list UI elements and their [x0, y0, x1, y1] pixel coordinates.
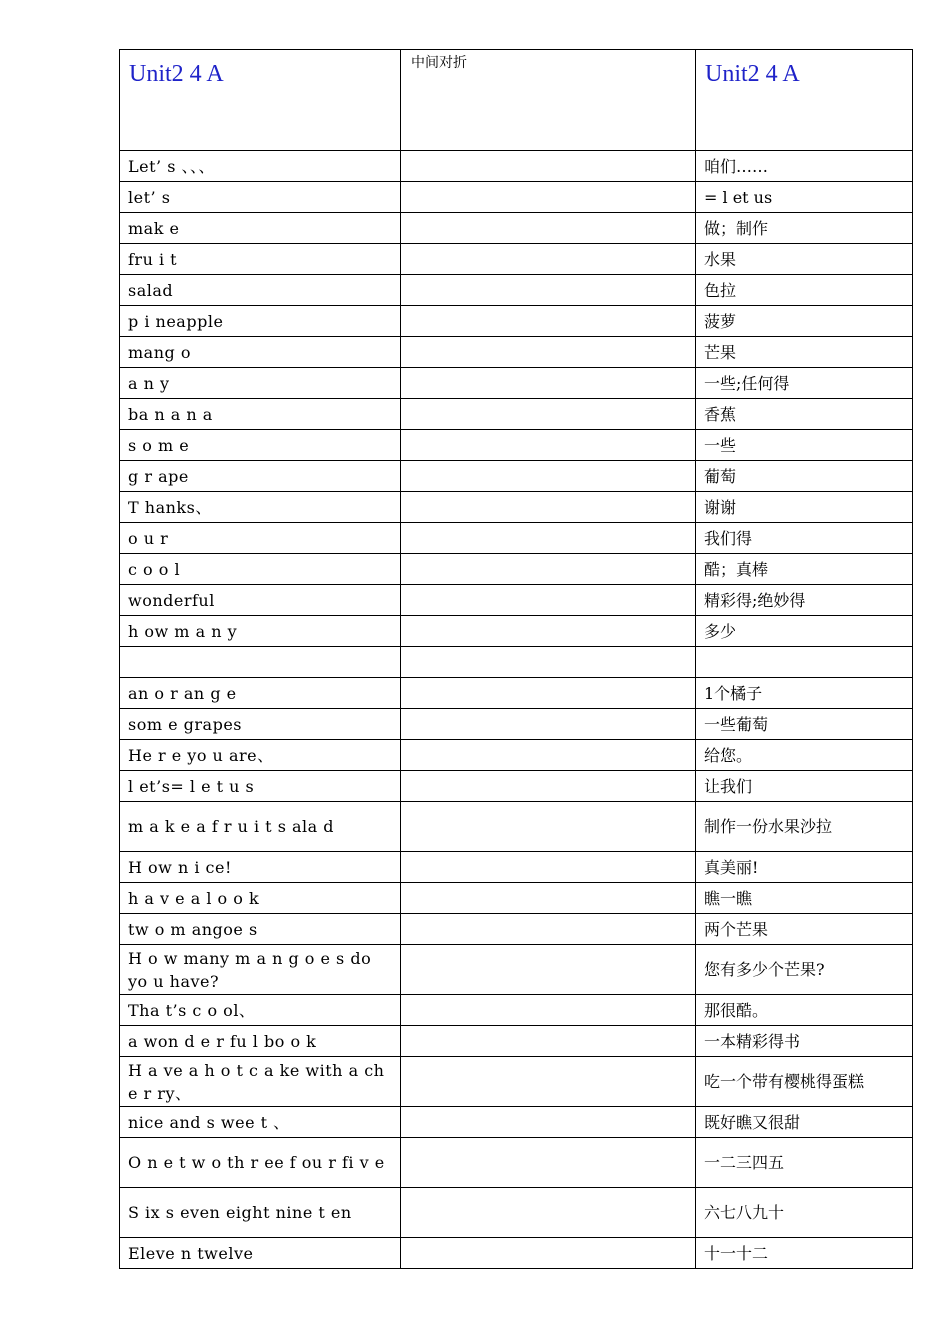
chinese-meaning: 色拉 — [696, 275, 913, 306]
table-row — [120, 1238, 913, 1269]
fold-column-cell — [401, 523, 696, 554]
fold-column-cell — [401, 244, 696, 275]
chinese-meaning: 让我们 — [696, 771, 913, 802]
chinese-meaning: = l et us — [696, 182, 913, 213]
fold-column-cell — [401, 709, 696, 740]
english-word: c o o l — [120, 554, 401, 585]
chinese-meaning: 酷；真棒 — [696, 554, 913, 585]
table-row — [120, 554, 913, 585]
chinese-meaning: 一二三四五 — [696, 1138, 913, 1188]
table-row — [120, 151, 913, 182]
chinese-meaning: 您有多少个芒果? — [696, 945, 913, 995]
table-row — [120, 337, 913, 368]
english-word: He r e yo u are、 — [120, 740, 401, 771]
fold-column-cell — [401, 275, 696, 306]
chinese-meaning: 精彩得;绝妙得 — [696, 585, 913, 616]
chinese-meaning: 吃一个带有樱桃得蛋糕 — [696, 1057, 913, 1107]
fold-label: 中间对折 — [411, 55, 467, 71]
table-row — [120, 244, 913, 275]
chinese-meaning: 两个芒果 — [696, 914, 913, 945]
chinese-meaning: 一些;任何得 — [696, 368, 913, 399]
fold-column-cell — [401, 182, 696, 213]
fold-column-cell — [401, 802, 696, 852]
table-row — [120, 678, 913, 709]
header-left-cell — [120, 50, 401, 151]
table-row — [120, 213, 913, 244]
chinese-meaning: 菠萝 — [696, 306, 913, 337]
chinese-meaning: 给您。 — [696, 740, 913, 771]
fold-column-cell — [401, 337, 696, 368]
english-word: S ix s even eight nine t en — [120, 1188, 401, 1238]
english-word: H a ve a h o t c a ke with a ch e r ry、 — [120, 1057, 401, 1107]
fold-column-cell — [401, 740, 696, 771]
fold-column-cell — [401, 771, 696, 802]
english-word: l et’s= l e t u s — [120, 771, 401, 802]
table-row — [120, 182, 913, 213]
chinese-meaning: 香蕉 — [696, 399, 913, 430]
fold-column-cell — [401, 883, 696, 914]
table-row — [120, 461, 913, 492]
chinese-meaning: 六七八九十 — [696, 1188, 913, 1238]
table-row — [120, 399, 913, 430]
right-title: Unit2 4 A — [705, 61, 800, 87]
english-word: g r ape — [120, 461, 401, 492]
table-row — [120, 1138, 913, 1188]
chinese-meaning: 做；制作 — [696, 213, 913, 244]
english-word: som e grapes — [120, 709, 401, 740]
table-row — [120, 771, 913, 802]
english-word: H o w many m a n g o e s do yo u have? — [120, 945, 401, 995]
table-row — [120, 1107, 913, 1138]
chinese-meaning: 谢谢 — [696, 492, 913, 523]
chinese-meaning: 1个橘子 — [696, 678, 913, 709]
english-word: let’ s — [120, 182, 401, 213]
table-row — [120, 883, 913, 914]
fold-column-cell — [401, 852, 696, 883]
chinese-meaning: 一些 — [696, 430, 913, 461]
english-word: fru i t — [120, 244, 401, 275]
chinese-meaning: 制作一份水果沙拉 — [696, 802, 913, 852]
english-word: T hanks、 — [120, 492, 401, 523]
english-word: H ow n i ce! — [120, 852, 401, 883]
fold-column-cell — [401, 1188, 696, 1238]
chinese-meaning: 一些葡萄 — [696, 709, 913, 740]
english-word: h ow m a n y — [120, 616, 401, 647]
fold-column-cell — [401, 1107, 696, 1138]
english-word: Eleve n twelve — [120, 1238, 401, 1269]
table-row — [120, 430, 913, 461]
table-row — [120, 368, 913, 399]
fold-column-cell — [401, 678, 696, 709]
table-row — [120, 995, 913, 1026]
fold-column-cell — [401, 151, 696, 182]
fold-column-cell — [401, 1026, 696, 1057]
table-row — [120, 523, 913, 554]
fold-column-cell — [401, 995, 696, 1026]
english-word: p i neapple — [120, 306, 401, 337]
chinese-meaning: 芒果 — [696, 337, 913, 368]
chinese-meaning: 十一十二 — [696, 1238, 913, 1269]
fold-column-cell — [401, 945, 696, 995]
english-word: nice and s wee t 、 — [120, 1107, 401, 1138]
english-word: a won d e r fu l bo o k — [120, 1026, 401, 1057]
table-row — [120, 616, 913, 647]
english-word: wonderful — [120, 585, 401, 616]
english-word: m a k e a f r u i t s ala d — [120, 802, 401, 852]
table-row — [120, 852, 913, 883]
table-row — [120, 1026, 913, 1057]
chinese-meaning: 瞧一瞧 — [696, 883, 913, 914]
english-word: O n e t w o th r ee f ou r fi v e — [120, 1138, 401, 1188]
english-word: tw o m angoe s — [120, 914, 401, 945]
header-middle-cell — [401, 50, 696, 151]
fold-column-cell — [401, 1238, 696, 1269]
fold-column-cell — [401, 1138, 696, 1188]
fold-column-cell — [401, 306, 696, 337]
vocab-table — [119, 49, 913, 1269]
english-word: ba n a n a — [120, 399, 401, 430]
table-row — [120, 914, 913, 945]
fold-column-cell — [401, 430, 696, 461]
chinese-meaning: 葡萄 — [696, 461, 913, 492]
english-word — [120, 647, 401, 678]
fold-column-cell — [401, 492, 696, 523]
chinese-meaning: 那很酷。 — [696, 995, 913, 1026]
english-word: Let’ s 、、、 — [120, 151, 401, 182]
english-word: Tha t’s c o ol、 — [120, 995, 401, 1026]
table-row — [120, 740, 913, 771]
left-title: Unit2 4 A — [129, 61, 224, 87]
english-word: mang o — [120, 337, 401, 368]
fold-column-cell — [401, 461, 696, 492]
fold-column-cell — [401, 647, 696, 678]
chinese-meaning — [696, 647, 913, 678]
chinese-meaning: 多少 — [696, 616, 913, 647]
fold-column-cell — [401, 1057, 696, 1107]
table-row — [120, 275, 913, 306]
english-word: s o m e — [120, 430, 401, 461]
fold-column-cell — [401, 914, 696, 945]
english-word: h a v e a l o o k — [120, 883, 401, 914]
english-word: a n y — [120, 368, 401, 399]
fold-column-cell — [401, 213, 696, 244]
table-row — [120, 492, 913, 523]
fold-column-cell — [401, 399, 696, 430]
chinese-meaning: 真美丽! — [696, 852, 913, 883]
header-right-cell — [696, 50, 913, 151]
chinese-meaning: 既好瞧又很甜 — [696, 1107, 913, 1138]
chinese-meaning: 一本精彩得书 — [696, 1026, 913, 1057]
table-row — [120, 945, 913, 995]
fold-column-cell — [401, 585, 696, 616]
table-row — [120, 802, 913, 852]
chinese-meaning: 我们得 — [696, 523, 913, 554]
english-word: salad — [120, 275, 401, 306]
table-row — [120, 1188, 913, 1238]
english-word: mak e — [120, 213, 401, 244]
fold-column-cell — [401, 616, 696, 647]
table-row — [120, 306, 913, 337]
table-row — [120, 1057, 913, 1107]
chinese-meaning: 水果 — [696, 244, 913, 275]
english-word: an o r an g e — [120, 678, 401, 709]
english-word: o u r — [120, 523, 401, 554]
header-row — [120, 50, 913, 151]
table-row — [120, 585, 913, 616]
fold-column-cell — [401, 368, 696, 399]
chinese-meaning: 咱们…… — [696, 151, 913, 182]
fold-column-cell — [401, 554, 696, 585]
table-row — [120, 709, 913, 740]
table-row — [120, 647, 913, 678]
